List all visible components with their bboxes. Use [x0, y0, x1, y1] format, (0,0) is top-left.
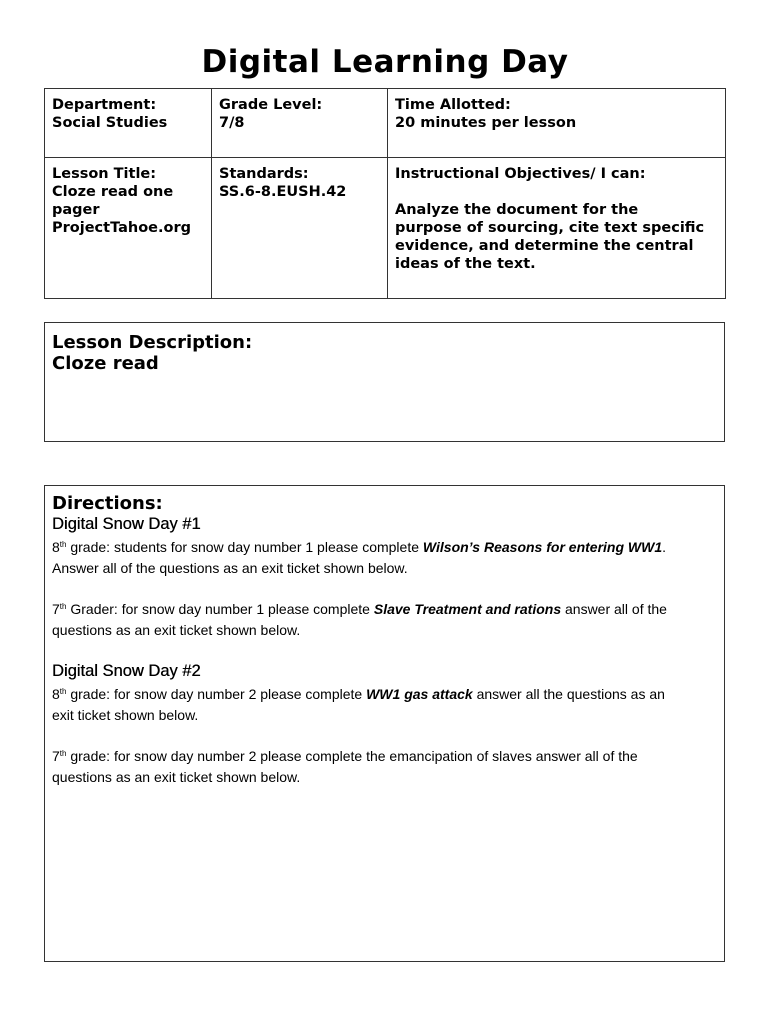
direction-text: grade: for snow day number 2 please complete — [66, 686, 367, 702]
standards-value: SS.6-8.EUSH.42 — [219, 184, 347, 200]
objectives-line: Analyze the document for the — [395, 202, 639, 218]
lesson-title-line: pager — [52, 202, 100, 218]
time-allotted-value: 20 minutes per lesson — [395, 115, 577, 131]
snow-day-2-heading: Digital Snow Day #2 — [52, 662, 201, 680]
objectives-line: evidence, and determine the central — [395, 238, 694, 254]
department-label: Department: — [52, 97, 157, 113]
lesson-info-table — [44, 88, 726, 299]
objectives-spacer — [395, 183, 718, 201]
time-allotted-label: Time Allotted: — [395, 97, 511, 113]
lesson-description-heading: Lesson Description: — [52, 332, 253, 353]
direction-text-line2: questions as an exit ticket shown below. — [52, 622, 301, 638]
snow-day-2-8th-grade-direction — [52, 684, 716, 726]
grade-level-value: 7/8 — [219, 115, 245, 131]
page-title: Digital Learning Day — [201, 44, 569, 80]
lesson-title-line: Cloze read one — [52, 184, 174, 200]
direction-text: Grader: for snow day number 1 please complete — [66, 601, 374, 617]
assignment-title: WW1 gas attack — [366, 686, 473, 702]
info-row-2 — [45, 158, 726, 299]
snow-day-2-7th-grade-direction — [52, 746, 716, 788]
lesson-title-label: Lesson Title: — [52, 166, 157, 182]
grade-level-cell — [212, 89, 388, 158]
direction-text-line2: exit ticket shown below. — [52, 707, 199, 723]
snow-day-1-heading: Digital Snow Day #1 — [52, 515, 201, 533]
directions-box — [44, 485, 725, 962]
grade-number: 7 — [52, 601, 60, 617]
grade-level-label: Grade Level: — [219, 97, 323, 113]
grade-number: 7 — [52, 748, 60, 764]
objectives-cell — [388, 158, 726, 299]
direction-text-end: answer all of the — [561, 601, 667, 617]
snow-day-1-7th-grade-direction — [52, 599, 716, 641]
ordinal-suffix: th — [59, 749, 67, 758]
direction-text-line2: questions as an exit ticket shown below. — [52, 769, 301, 785]
ordinal-suffix: th — [59, 602, 67, 611]
directions-heading: Directions: — [52, 493, 163, 514]
ordinal-suffix: th — [59, 687, 67, 696]
department-value: Social Studies — [52, 115, 168, 131]
objectives-line: purpose of sourcing, cite text specific — [395, 220, 705, 236]
direction-text: grade: students for snow day number 1 please complete — [66, 539, 423, 555]
standards-label: Standards: — [219, 166, 309, 182]
standards-cell — [212, 158, 388, 299]
objectives-label: Instructional Objectives/ I can: — [395, 166, 646, 182]
assignment-title: Wilson’s Reasons for entering WW1 — [422, 539, 663, 555]
direction-text-line2: Answer all of the questions as an exit ticket shown below. — [52, 560, 408, 576]
ordinal-suffix: th — [59, 540, 67, 549]
time-allotted-cell — [388, 89, 726, 158]
snow-day-1-8th-grade-direction — [52, 537, 716, 579]
department-cell — [45, 89, 212, 158]
direction-text-end: . — [662, 539, 666, 555]
lesson-description-box — [44, 322, 725, 442]
direction-text-end: answer all the questions as an — [472, 686, 665, 702]
info-row-1 — [45, 89, 726, 158]
assignment-title: Slave Treatment and rations — [373, 601, 562, 617]
objectives-line: ideas of the text. — [395, 256, 536, 272]
lesson-description-value: Cloze read — [52, 353, 159, 374]
grade-number: 8 — [52, 686, 60, 702]
lesson-title-cell — [45, 158, 212, 299]
lesson-title-line: ProjectTahoe.org — [52, 220, 191, 236]
direction-text: grade: for snow day number 2 please complete the emancipation of slaves answer all of the — [66, 748, 638, 764]
grade-number: 8 — [52, 539, 60, 555]
